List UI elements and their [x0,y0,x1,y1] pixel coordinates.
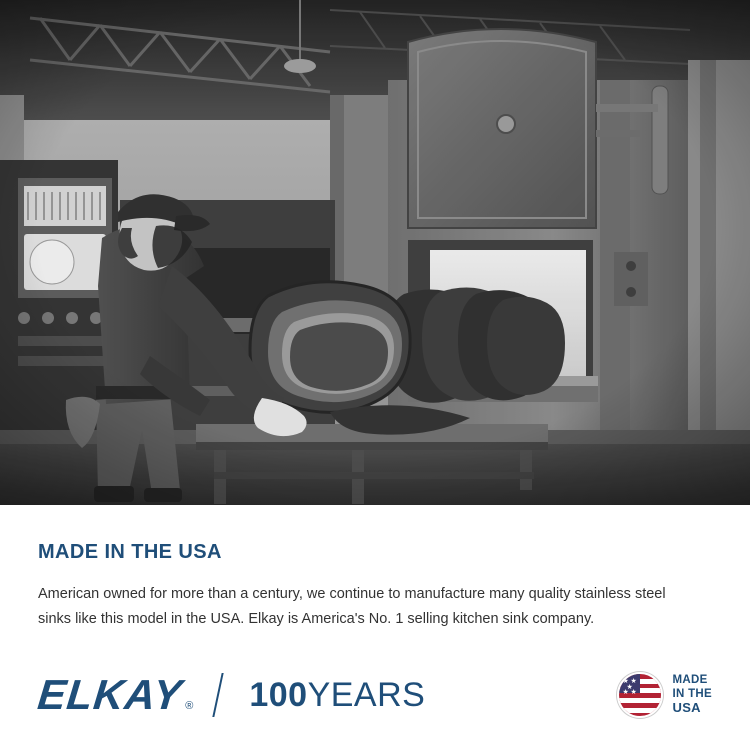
promo-text-block [0,505,750,640]
anniversary-word: YEARS [307,675,426,714]
elkay-logo [35,671,194,719]
registered-trademark-icon: ® [185,700,194,712]
made-in-usa-badge [617,672,713,718]
made-in-usa-text [673,674,713,715]
elkay-wordmark-text: ELKAY [35,671,185,718]
brand-lockup [35,671,426,719]
badge-line-2: IN THE [672,687,712,700]
anniversary-mark [249,676,425,715]
body-paragraph: American owned for more than a century, we continue to manufacture many quality stainless steel sinks like this model in the USA. Elkay is America's No. 1 selling kitchen sink company. [38,586,666,628]
footer-bar [0,640,750,750]
badge-line-3: USA [672,699,701,715]
usa-flag-icon: ★ ★ ★ ★ ★ [617,672,663,718]
badge-line-1: MADE [672,674,708,687]
logo-divider [213,673,224,717]
anniversary-number: 100 [249,675,308,714]
page-title: MADE IN THE USA [38,541,222,563]
